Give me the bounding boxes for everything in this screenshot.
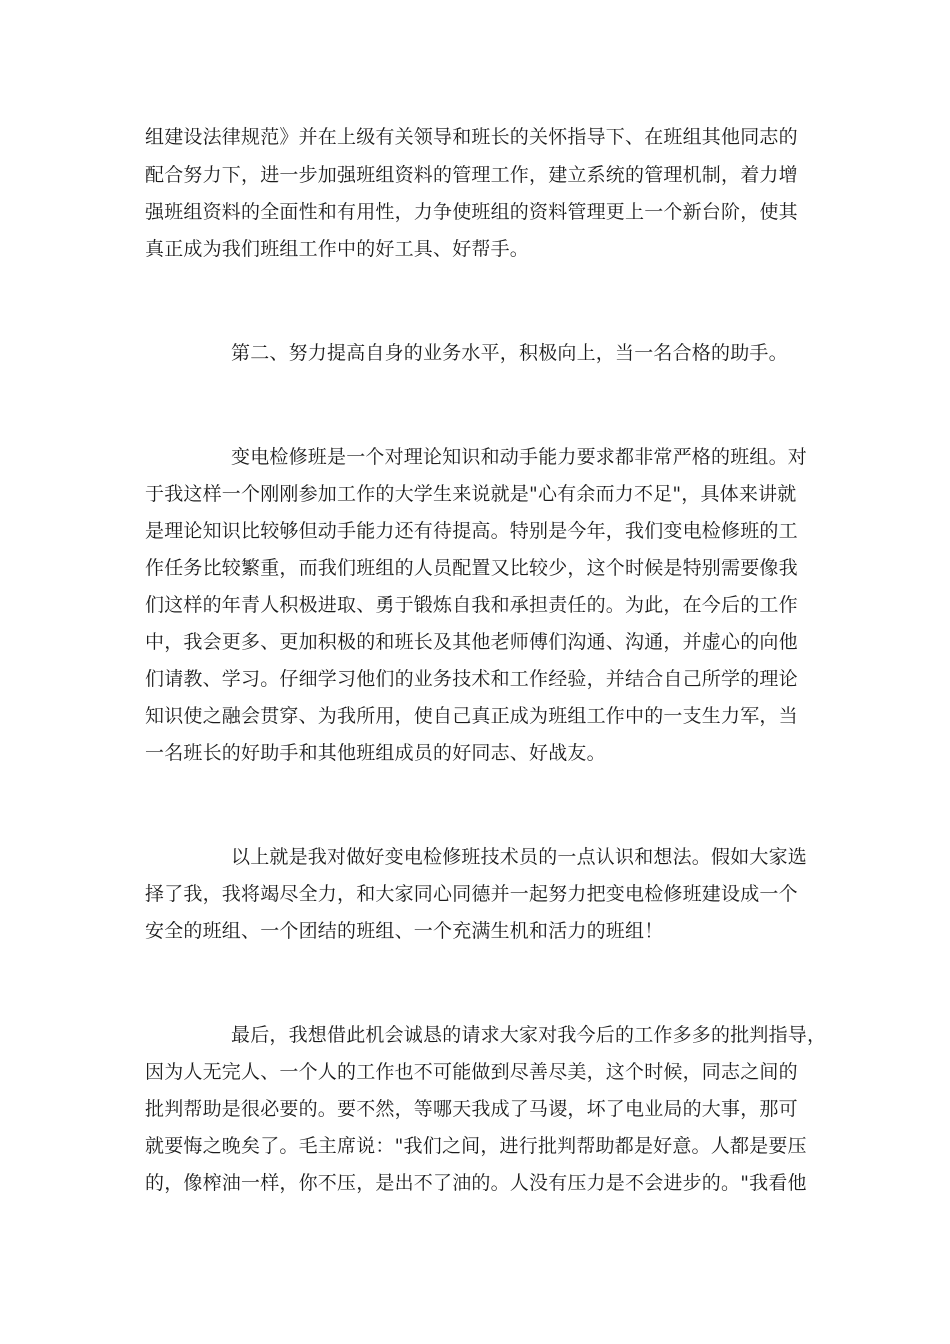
- paragraph-3-line-3: 是理论知识比较够但动手能力还有待提高。特别是今年，我们变电检修班的工: [145, 520, 798, 542]
- paragraph-4-line-3: 安全的班组、一个团结的班组、一个充满生机和活力的班组！: [145, 920, 664, 942]
- paragraph-1-line-1: 组建设法律规范》并在上级有关领导和班长的关怀指导下、在班组其他同志的: [145, 126, 798, 148]
- paragraph-2-line-1: 第二、努力提高自身的业务水平，积极向上，当一名合格的助手。: [231, 342, 788, 364]
- paragraph-5-line-2: 因为人无完人、一个人的工作也不可能做到尽善尽美，这个时候，同志之间的: [145, 1061, 798, 1083]
- paragraph-1-line-2: 配合努力下，进一步加强班组资料的管理工作，建立系统的管理机制，着力增: [145, 164, 798, 186]
- paragraph-5-line-4: 就要悔之晚矣了。毛主席说："我们之间，进行批判帮助都是好意。人都是要压: [145, 1135, 807, 1157]
- paragraph-3-line-6: 中，我会更多、更加积极的和班长及其他老师傅们沟通、沟通，并虚心的向他: [145, 631, 798, 653]
- paragraph-3-line-4: 作任务比较繁重，而我们班组的人员配置又比较少，这个时候是特别需要像我: [145, 557, 798, 579]
- paragraph-1-line-4: 真正成为我们班组工作中的好工具、好帮手。: [145, 238, 530, 260]
- paragraph-3-line-2: 于我这样一个刚刚参加工作的大学生来说就是"心有余而力不足"，具体来讲就: [145, 483, 797, 505]
- paragraph-3-line-1: 变电检修班是一个对理论知识和动手能力要求都非常严格的班组。对: [231, 446, 808, 468]
- paragraph-3-line-9: 一名班长的好助手和其他班组成员的好同志、好战友。: [145, 742, 606, 764]
- paragraph-1-line-3: 强班组资料的全面性和有用性，力争使班组的资料管理更上一个新台阶，使其: [145, 201, 798, 223]
- paragraph-3-line-7: 们请教、学习。仔细学习他们的业务技术和工作经验，并结合自己所学的理论: [145, 668, 798, 690]
- paragraph-5-line-5: 的，像榨油一样，你不压，是出不了油的。人没有压力是不会进步的。"我看他: [145, 1172, 807, 1194]
- paragraph-3-line-8: 知识使之融会贯穿、为我所用，使自己真正成为班组工作中的一支生力军，当: [145, 705, 798, 727]
- paragraph-4-line-2: 择了我，我将竭尽全力，和大家同心同德并一起努力把变电检修班建设成一个: [145, 883, 798, 905]
- paragraph-5-line-3: 批判帮助是很必要的。要不然，等哪天我成了马谡，坏了电业局的大事，那可: [145, 1098, 798, 1120]
- paragraph-5-line-1: 最后，我想借此机会诚恳的请求大家对我今后的工作多多的批判指导，: [231, 1024, 827, 1046]
- paragraph-3-line-5: 们这样的年青人积极进取、勇于锻炼自我和承担责任的。为此，在今后的工作: [145, 594, 798, 616]
- paragraph-4-line-1: 以上就是我对做好变电检修班技术员的一点认识和想法。假如大家选: [231, 846, 808, 868]
